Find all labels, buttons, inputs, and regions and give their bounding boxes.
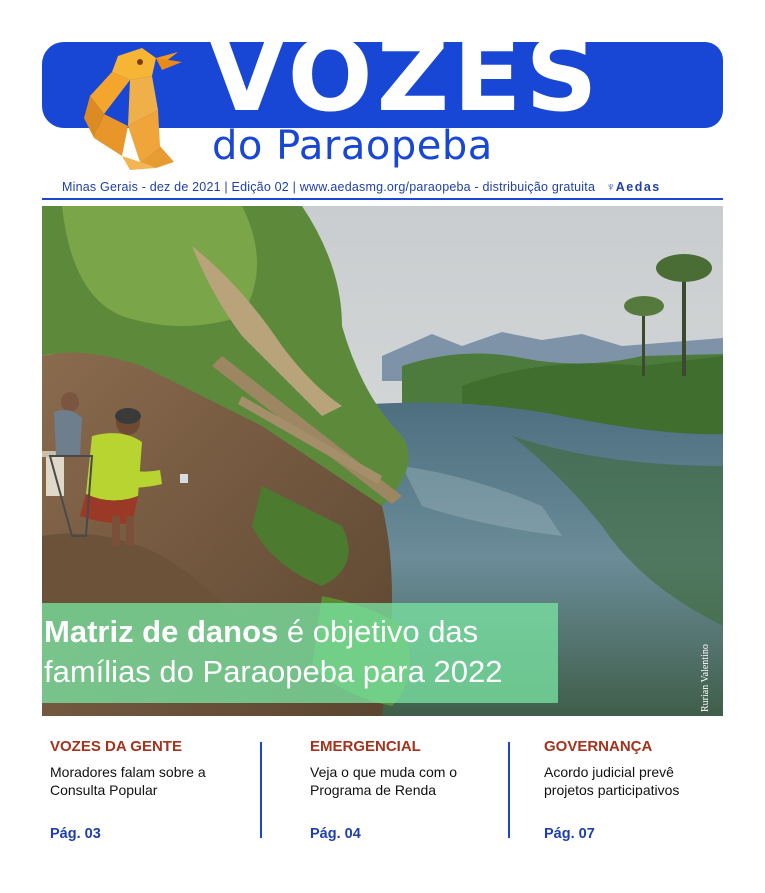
section-label: GOVERNANÇA — [544, 738, 653, 755]
section-vozes-da-gente — [50, 738, 250, 842]
masthead-title: VOZES — [208, 17, 602, 134]
edition-info-line — [62, 180, 712, 194]
photo-credit: Rurian Valentino — [700, 644, 711, 712]
section-emergencial — [310, 738, 510, 842]
headline-rest: é objetivo das famílias do Paraopeba para 2022 — [44, 614, 503, 689]
masthead-subtitle: do Paraopeba — [212, 123, 493, 169]
cover-headline — [44, 612, 564, 692]
brand-name: Aedas — [615, 180, 661, 194]
column-divider — [260, 742, 262, 838]
section-label: EMERGENCIAL — [310, 738, 421, 755]
info-divider — [42, 198, 723, 200]
tree-icon: ♆ — [606, 180, 616, 194]
section-page-link[interactable]: Pág. 03 — [50, 826, 101, 842]
section-teaser: Acordo judicial prevê projetos participativos — [544, 764, 680, 798]
section-page-link[interactable]: Pág. 07 — [544, 826, 595, 842]
column-divider — [508, 742, 510, 838]
masthead — [0, 0, 765, 200]
edition-info-text: Minas Gerais - dez de 2021 | Edição 02 | www.aedasmg.org/paraopeba - distribuição gratuita — [62, 180, 596, 194]
headline-strong: Matriz de danos — [44, 614, 279, 649]
section-governanca — [544, 738, 744, 842]
bird-logo-icon — [82, 44, 186, 172]
section-label: VOZES DA GENTE — [50, 738, 182, 755]
section-teaser: Veja o que muda com o Programa de Renda — [310, 764, 458, 798]
section-teaser: Moradores falam sobre a Consulta Popular — [50, 764, 206, 798]
section-page-link[interactable]: Pág. 04 — [310, 826, 361, 842]
